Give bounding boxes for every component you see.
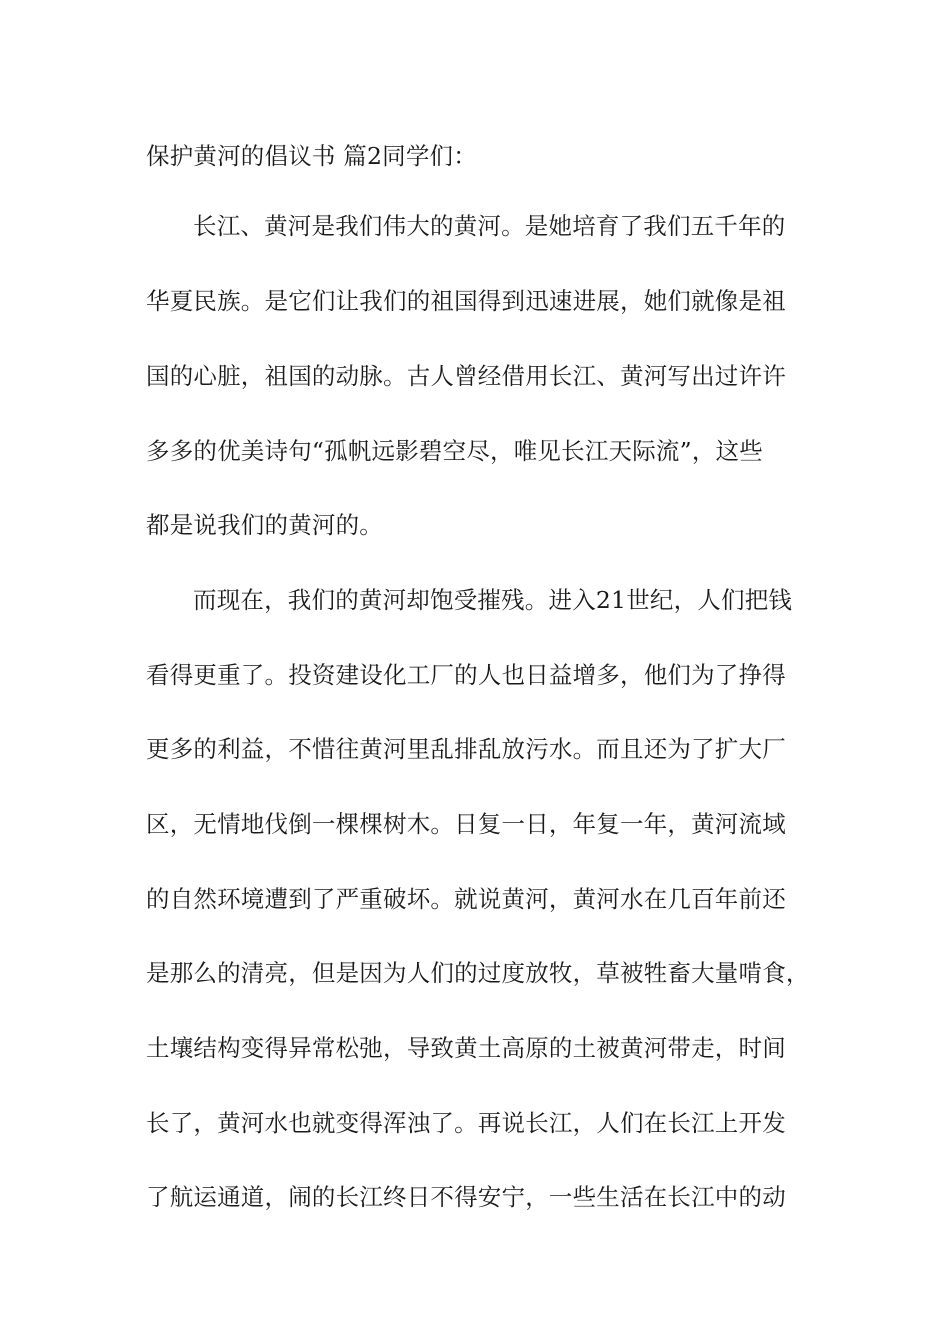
paragraph-line: 区，无情地伐倒一棵棵树木。日复一日，年复一年，黄河流域 [146,810,786,838]
paragraph-line: 都是说我们的黄河的。 [146,511,383,539]
paragraph-line: 华夏民族。是它们让我们的祖国得到迅速进展，她们就像是祖 [146,287,786,315]
paragraph-line: 长江、黄河是我们伟大的黄河。是她培育了我们五千年的 [193,212,786,240]
paragraph-line: 多多的优美诗句“孤帆远影碧空尽，唯见长江天际流”，这些 [146,437,763,465]
paragraph-line: 了航运通道，闹的长江终日不得安宁，一些生活在长江中的动 [146,1183,786,1211]
paragraph-line: 土壤结构变得异常松弛，导致黄土高原的土被黄河带走，时间 [146,1034,786,1062]
paragraph-line: 看得更重了。投资建设化工厂的人也日益增多，他们为了挣得 [146,661,786,689]
document-heading: 保护黄河的倡议书 篇2同学们： [146,142,477,170]
paragraph-line: 而现在，我们的黄河却饱受摧残。进入21世纪，人们把钱 [193,586,793,614]
paragraph-line: 长了，黄河水也就变得浑浊了。再说长江，人们在长江上开发 [146,1109,786,1137]
paragraph-line: 是那么的清亮，但是因为人们的过度放牧，草被牲畜大量啃食， [146,959,810,987]
paragraph-line: 的自然环境遭到了严重破坏。就说黄河，黄河水在几百年前还 [146,885,786,913]
paragraph-line: 国的心脏，祖国的动脉。古人曾经借用长江、黄河写出过许许 [146,362,786,390]
paragraph-line: 更多的利益，不惜往黄河里乱排乱放污水。而且还为了扩大厂 [146,735,786,763]
